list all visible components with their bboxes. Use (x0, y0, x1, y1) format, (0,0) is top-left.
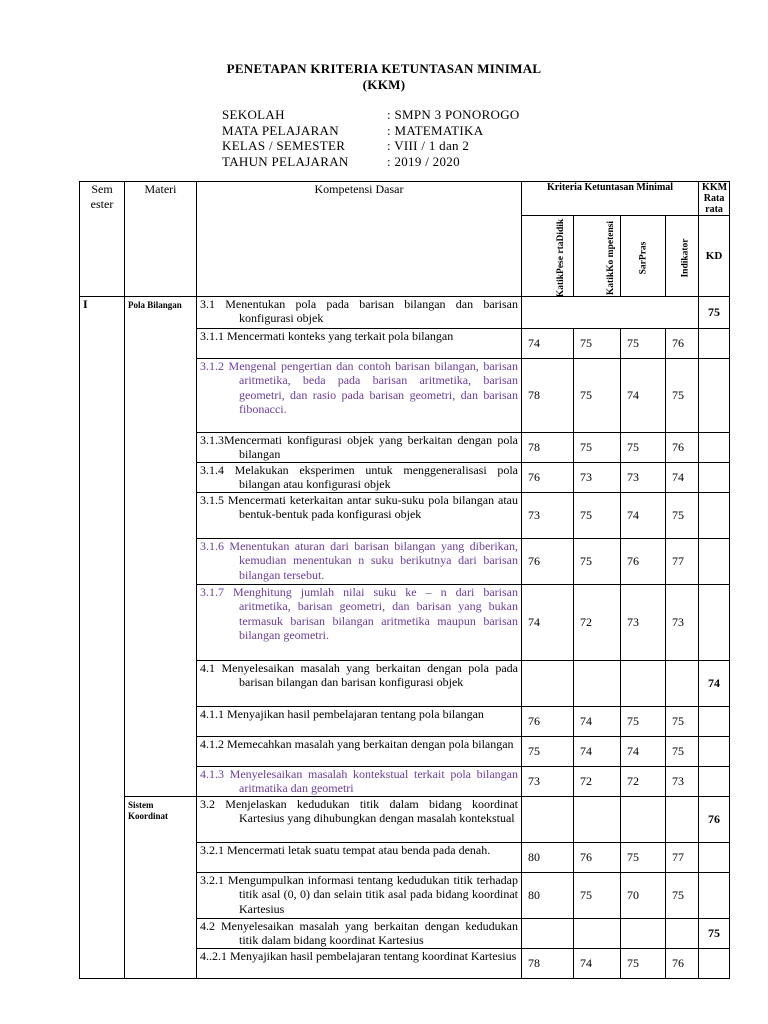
criteria-value (621, 797, 666, 843)
kkm-kd-empty (699, 767, 730, 797)
header-semester: Sem ester (80, 182, 125, 297)
criteria-value: 73 (621, 463, 666, 493)
kkm-kd-empty (699, 329, 730, 359)
header-materi: Materi (125, 182, 197, 297)
criteria-value (666, 919, 699, 949)
header-kompetensi-dasar: Kompetensi Dasar (197, 182, 522, 297)
header-kkm: KKM Rata rata (699, 182, 730, 216)
kompetensi-dasar-text: 3.2.1 Mengumpulkan informasi tentang kedudukan titik terhadap titik asal (0, 0) dan selain titik asal pada bidang koordinat Kartesius (200, 873, 518, 916)
criteria-value: 74 (621, 493, 666, 539)
criteria-value: 72 (574, 585, 621, 661)
empty-criteria-cell (522, 297, 699, 329)
kompetensi-dasar-text: 3.1.7 Menghitung jumlah nilai suku ke – n dari barisan aritmetika, barisan geometri, dan barisan yang bukan termasuk barisan bilangan aritmetika maupun barisan bilangan geometri. (200, 585, 518, 642)
criteria-value: 76 (666, 949, 699, 979)
criteria-value: 75 (574, 539, 621, 585)
criteria-value (574, 797, 621, 843)
criteria-value (666, 797, 699, 843)
criteria-value: 70 (621, 873, 666, 919)
kkm-kd-empty (699, 433, 730, 463)
kkm-kd-empty (699, 493, 730, 539)
header-col-indikator-label: Indikator (680, 237, 691, 278)
criteria-value (621, 661, 666, 707)
kompetensi-dasar-text: 4..2.1 Menyajikan hasil pembelajaran tentang koordinat Kartesius (200, 949, 517, 963)
criteria-value (574, 661, 621, 707)
criteria-value: 75 (574, 873, 621, 919)
criteria-value: 73 (522, 767, 574, 797)
criteria-value: 74 (574, 707, 621, 737)
criteria-value: 74 (621, 737, 666, 767)
info-key: MATA PELAJARAN (222, 122, 339, 138)
info-row (222, 107, 520, 123)
criteria-value: 77 (666, 843, 699, 873)
kkm-kd-empty (699, 843, 730, 873)
criteria-value: 78 (522, 949, 574, 979)
criteria-value: 75 (621, 949, 666, 979)
kkm-kd-empty (699, 949, 730, 979)
info-row (222, 138, 520, 154)
criteria-value: 74 (522, 585, 574, 661)
kkm-kd-empty (699, 873, 730, 919)
kkm-table (79, 181, 730, 979)
kkm-kd-value: 75 (699, 297, 730, 329)
kompetensi-dasar-cell (197, 585, 522, 661)
criteria-value: 76 (522, 463, 574, 493)
criteria-value: 75 (574, 433, 621, 463)
kkm-kd-value: 74 (699, 661, 730, 707)
header-col-sarpras (621, 216, 666, 297)
criteria-value: 75 (666, 493, 699, 539)
criteria-value: 73 (666, 585, 699, 661)
criteria-value: 76 (666, 329, 699, 359)
kompetensi-dasar-cell (197, 359, 522, 433)
kkm-kd-empty (699, 585, 730, 661)
criteria-value: 75 (621, 329, 666, 359)
kkm-kd-value: 75 (699, 919, 730, 949)
header-col-indikator (666, 216, 699, 297)
info-value: : SMPN 3 PONOROGO (387, 107, 520, 122)
criteria-value: 75 (522, 737, 574, 767)
document-subtitle: (KKM) (362, 77, 406, 92)
kompetensi-dasar-text: 3.2.1 Mencermati letak suatu tempat atau benda pada denah. (200, 843, 491, 857)
info-row (222, 154, 520, 170)
kompetensi-dasar-text: 4.1.2 Memecahkan masalah yang berkaitan dengan pola bilangan (200, 737, 514, 751)
criteria-value: 74 (621, 359, 666, 433)
kompetensi-dasar-cell (197, 797, 522, 843)
criteria-value: 75 (666, 737, 699, 767)
semester-cell: I (80, 297, 125, 979)
kompetensi-dasar-cell (197, 661, 522, 707)
kompetensi-dasar-text: 3.1.1 Mencermati konteks yang terkait pola bilangan (200, 329, 454, 343)
criteria-value: 72 (574, 767, 621, 797)
criteria-value: 74 (574, 737, 621, 767)
info-key: TAHUN PELAJARAN (222, 153, 349, 169)
kompetensi-dasar-cell (197, 297, 522, 329)
criteria-value: 80 (522, 843, 574, 873)
kompetensi-dasar-cell (197, 843, 522, 873)
criteria-value: 76 (666, 433, 699, 463)
criteria-value: 77 (666, 539, 699, 585)
materi-pola-bilangan: Pola Bilangan (125, 297, 197, 797)
info-value: : MATEMATIKA (387, 122, 484, 138)
kompetensi-dasar-text: 3.2 Menjelaskan kedudukan titik dalam bidang koordinat Kartesius yang dihubungkan dengan masalah kontekstual (200, 797, 518, 826)
criteria-value: 78 (522, 433, 574, 463)
criteria-value: 75 (574, 359, 621, 433)
header-col-sarpras-label: SarPras (638, 241, 648, 274)
materi-sistem-koordinat: Sistem Koordinat (125, 797, 197, 979)
kompetensi-dasar-cell (197, 949, 522, 979)
criteria-value (666, 661, 699, 707)
kompetensi-dasar-cell (197, 767, 522, 797)
criteria-value: 75 (621, 433, 666, 463)
kompetensi-dasar-cell (197, 329, 522, 359)
kkm-kd-empty (699, 737, 730, 767)
kompetensi-dasar-text: 4.1 Menyelesaikan masalah yang berkaitan dengan pola pada barisan bilangan dan barisan konfigurasi objek (200, 661, 518, 690)
criteria-value (522, 797, 574, 843)
criteria-value: 76 (574, 843, 621, 873)
document-title: PENETAPAN KRITERIA KETUNTASAN MINIMAL (226, 61, 542, 76)
kompetensi-dasar-text: 3.1.2 Mengenal pengertian dan contoh barisan bilangan, barisan aritmetika, beda pada barisan aritmetika, barisan geometri, dan rasio pada barisan geometri, dan barisan fibonacci. (200, 359, 518, 416)
kompetensi-dasar-text: 3.1 Menentukan pola pada barisan bilangan dan barisan konfigurasi objek (200, 297, 518, 326)
criteria-value: 73 (574, 463, 621, 493)
criteria-value (522, 661, 574, 707)
header-kriteria: Kriteria Ketuntasan Minimal (522, 182, 699, 216)
school-info (222, 107, 520, 169)
table-row (80, 797, 730, 843)
kompetensi-dasar-text: 3.1.5 Mencermati keterkaitan antar suku-suku pola bilangan atau bentuk-bentuk pada konfigurasi objek (200, 493, 518, 522)
header-col-kompetensi-label: KatikKo mpetensi (606, 220, 617, 295)
criteria-value: 75 (666, 359, 699, 433)
criteria-value: 73 (666, 767, 699, 797)
kompetensi-dasar-cell (197, 737, 522, 767)
criteria-value: 76 (522, 707, 574, 737)
criteria-value: 74 (522, 329, 574, 359)
header-col-kompetensi (574, 216, 621, 297)
info-key: SEKOLAH (222, 107, 285, 122)
kkm-kd-empty (699, 359, 730, 433)
kompetensi-dasar-text: 3.1.4 Melakukan eksperimen untuk menggeneralisasi pola bilangan atau konfigurasi objek (200, 463, 518, 492)
kkm-kd-value: 76 (699, 797, 730, 843)
criteria-value (574, 919, 621, 949)
kompetensi-dasar-cell (197, 463, 522, 493)
criteria-value: 75 (666, 707, 699, 737)
kompetensi-dasar-cell (197, 707, 522, 737)
table-row (80, 297, 730, 329)
criteria-value (522, 919, 574, 949)
kompetensi-dasar-cell (197, 493, 522, 539)
criteria-value: 75 (666, 873, 699, 919)
criteria-value: 74 (574, 949, 621, 979)
criteria-value: 72 (621, 767, 666, 797)
info-value: : VIII / 1 dan 2 (387, 138, 470, 153)
criteria-value: 80 (522, 873, 574, 919)
kompetensi-dasar-text: 4.1.1 Menyajikan hasil pembelajaran tentang pola bilangan (200, 707, 484, 721)
criteria-value: 73 (621, 585, 666, 661)
kompetensi-dasar-text: 3.1.6 Menentukan aturan dari barisan bilangan yang diberikan, kemudian menentukan n suku berikutnya dari barisan bilangan tersebut. (200, 539, 518, 582)
criteria-value: 76 (621, 539, 666, 585)
header-col-peserta-didik-label: KatikPese rtaDidik (556, 218, 567, 297)
criteria-value: 74 (666, 463, 699, 493)
kompetensi-dasar-cell (197, 539, 522, 585)
criteria-value: 75 (621, 843, 666, 873)
info-value: : 2019 / 2020 (387, 153, 460, 169)
criteria-value: 73 (522, 493, 574, 539)
kompetensi-dasar-text: 3.1.3Mencermati konfigurasi objek yang berkaitan dengan pola bilangan (200, 433, 518, 462)
kompetensi-dasar-text: 4.1.3 Menyelesaikan masalah kontekstual terkait pola bilangan aritmatika dan geometri (200, 767, 518, 796)
kompetensi-dasar-cell (197, 919, 522, 949)
kkm-kd-empty (699, 539, 730, 585)
kompetensi-dasar-cell (197, 433, 522, 463)
criteria-value (621, 919, 666, 949)
criteria-value: 75 (574, 329, 621, 359)
header-col-peserta-didik (522, 216, 574, 297)
criteria-value: 76 (522, 539, 574, 585)
info-row (222, 123, 520, 139)
kkm-kd-empty (699, 707, 730, 737)
kompetensi-dasar-cell (197, 873, 522, 919)
criteria-value: 78 (522, 359, 574, 433)
kkm-kd-empty (699, 463, 730, 493)
kompetensi-dasar-text: 4.2 Menyelesaikan masalah yang berkaitan dengan kedudukan titik dalam bidang koordinat Kartesius (200, 919, 518, 948)
criteria-value: 75 (574, 493, 621, 539)
criteria-value: 75 (621, 707, 666, 737)
info-key: KELAS / SEMESTER (222, 138, 346, 153)
header-col-kd: KD (699, 216, 730, 297)
